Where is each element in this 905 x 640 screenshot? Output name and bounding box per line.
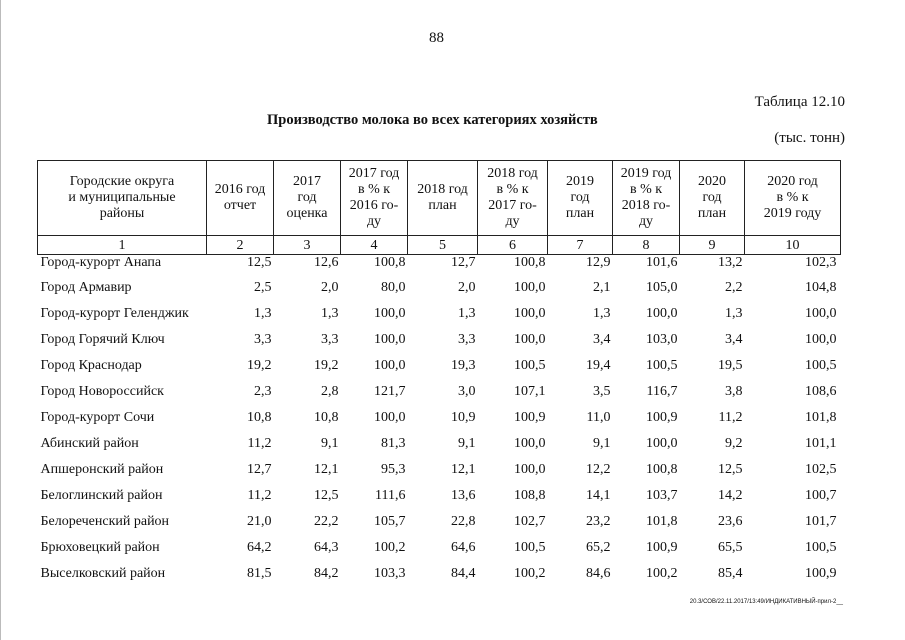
value-cell: 12,7: [247, 462, 272, 477]
value-cell: 12,1: [314, 462, 339, 477]
value-cell: 103,0: [646, 332, 678, 347]
value-cell: 9,1: [321, 436, 339, 451]
value-cell: 12,6: [314, 255, 339, 270]
page-left-edge: [0, 0, 1, 640]
value-cell: 14,1: [586, 488, 611, 503]
document-title: Производство молока во всех категориях хозяйств: [267, 112, 598, 128]
table-row: [38, 483, 841, 509]
value-cell: 65,2: [586, 540, 611, 555]
value-cell: 19,4: [586, 358, 611, 373]
value-cell: 3,4: [593, 332, 611, 347]
value-cell: 100,5: [514, 358, 546, 373]
value-cell: 100,9: [646, 540, 678, 555]
value-cell: 121,7: [374, 384, 406, 399]
district-name: Город Горячий Ключ: [40, 332, 165, 347]
header-cell: 2018 год план: [408, 161, 478, 236]
district-name: Город Краснодар: [40, 358, 142, 373]
value-cell: 100,0: [514, 280, 546, 295]
value-cell: 81,3: [381, 436, 406, 451]
table-row: [38, 431, 841, 457]
value-cell: 100,0: [374, 358, 406, 373]
table-row: [38, 301, 841, 327]
value-cell: 11,2: [247, 488, 272, 503]
district-name: Город-курорт Анапа: [40, 255, 162, 270]
value-cell: 100,0: [805, 306, 837, 321]
value-cell: 12,2: [586, 462, 611, 477]
value-cell: 100,5: [805, 540, 837, 555]
column-number: 3: [274, 236, 341, 255]
header-cell: 2016 год отчет: [207, 161, 274, 236]
value-cell: 104,8: [805, 280, 837, 295]
value-cell: 84,6: [586, 566, 611, 581]
units-label: (тыс. тонн): [774, 130, 845, 146]
header-cell: 2018 год в % к 2017 го- ду: [478, 161, 548, 236]
table-row: [38, 255, 841, 276]
value-cell: 19,2: [247, 358, 272, 373]
value-cell: 103,7: [646, 488, 678, 503]
value-cell: 19,3: [451, 358, 476, 373]
table-row: [38, 561, 841, 587]
value-cell: 102,7: [514, 514, 546, 529]
document-footer-code: 20.3/СОВ/22.11.2017/13:49/ИНДИКАТИВНЫЙ-прил-2__: [689, 599, 843, 605]
column-number-row: [38, 236, 841, 255]
value-cell: 12,5: [314, 488, 339, 503]
table-row: [38, 405, 841, 431]
value-cell: 22,2: [314, 514, 339, 529]
value-cell: 13,6: [451, 488, 476, 503]
value-cell: 116,7: [646, 384, 678, 399]
value-cell: 100,5: [514, 540, 546, 555]
value-cell: 3,4: [725, 332, 743, 347]
value-cell: 100,8: [646, 462, 678, 477]
value-cell: 2,8: [321, 384, 339, 399]
value-cell: 10,9: [451, 410, 476, 425]
district-name: Белоглинский район: [40, 488, 163, 503]
value-cell: 101,8: [805, 410, 837, 425]
value-cell: 22,8: [451, 514, 476, 529]
district-name: Белореченский район: [40, 514, 170, 529]
milk-production-table: [37, 160, 841, 587]
value-cell: 3,3: [321, 332, 339, 347]
value-cell: 101,8: [646, 514, 678, 529]
value-cell: 12,1: [451, 462, 476, 477]
column-number: 7: [548, 236, 613, 255]
table-row: [38, 535, 841, 561]
table-label: Таблица 12.10: [754, 94, 845, 110]
district-name: Город-курорт Сочи: [40, 410, 155, 425]
value-cell: 1,3: [593, 306, 611, 321]
column-number: 5: [408, 236, 478, 255]
value-cell: 108,8: [514, 488, 546, 503]
table-row: [38, 353, 841, 379]
district-name: Город-курорт Геленджик: [40, 306, 189, 321]
value-cell: 103,3: [374, 566, 406, 581]
value-cell: 2,0: [321, 280, 339, 295]
value-cell: 81,5: [247, 566, 272, 581]
value-cell: 100,0: [805, 332, 837, 347]
column-number: 1: [38, 236, 207, 255]
value-cell: 64,2: [247, 540, 272, 555]
value-cell: 65,5: [718, 540, 743, 555]
value-cell: 100,8: [374, 255, 406, 270]
header-cell: 2017 год оценка: [274, 161, 341, 236]
value-cell: 105,0: [646, 280, 678, 295]
value-cell: 100,5: [646, 358, 678, 373]
column-number: 9: [680, 236, 745, 255]
district-name: Город Новороссийск: [40, 384, 164, 399]
value-cell: 21,0: [247, 514, 272, 529]
column-number: 2: [207, 236, 274, 255]
value-cell: 2,5: [254, 280, 272, 295]
value-cell: 111,6: [375, 488, 406, 503]
value-cell: 3,3: [458, 332, 476, 347]
value-cell: 100,8: [514, 255, 546, 270]
value-cell: 100,0: [646, 436, 678, 451]
value-cell: 108,6: [805, 384, 837, 399]
value-cell: 12,5: [718, 462, 743, 477]
value-cell: 100,0: [514, 436, 546, 451]
value-cell: 9,1: [458, 436, 476, 451]
district-name: Брюховецкий район: [40, 540, 160, 555]
value-cell: 102,3: [805, 255, 837, 270]
value-cell: 107,1: [514, 384, 546, 399]
table-row: [38, 379, 841, 405]
value-cell: 105,7: [374, 514, 406, 529]
value-cell: 102,5: [805, 462, 837, 477]
value-cell: 101,1: [805, 436, 837, 451]
header-cell: 2020 год в % к 2019 году: [745, 161, 841, 236]
value-cell: 100,9: [646, 410, 678, 425]
value-cell: 9,2: [725, 436, 743, 451]
value-cell: 12,9: [586, 255, 611, 270]
value-cell: 100,0: [514, 462, 546, 477]
value-cell: 84,2: [314, 566, 339, 581]
value-cell: 1,3: [725, 306, 743, 321]
value-cell: 10,8: [247, 410, 272, 425]
value-cell: 12,7: [451, 255, 476, 270]
value-cell: 2,0: [458, 280, 476, 295]
value-cell: 3,5: [593, 384, 611, 399]
header-cell: 2017 год в % к 2016 го- ду: [341, 161, 408, 236]
value-cell: 85,4: [718, 566, 743, 581]
value-cell: 11,0: [586, 410, 611, 425]
value-cell: 100,0: [514, 306, 546, 321]
value-cell: 100,0: [514, 332, 546, 347]
value-cell: 14,2: [718, 488, 743, 503]
value-cell: 3,0: [458, 384, 476, 399]
value-cell: 100,0: [374, 306, 406, 321]
district-name: Абинский район: [40, 436, 139, 451]
value-cell: 100,0: [374, 410, 406, 425]
value-cell: 13,2: [718, 255, 743, 270]
column-number: 4: [341, 236, 408, 255]
header-cell: 2020 год план: [680, 161, 745, 236]
value-cell: 101,7: [805, 514, 837, 529]
value-cell: 9,1: [593, 436, 611, 451]
value-cell: 19,2: [314, 358, 339, 373]
header-cell: Городские округа и муниципальные районы: [38, 161, 207, 236]
value-cell: 2,3: [254, 384, 272, 399]
district-name: Выселковский район: [40, 566, 166, 581]
value-cell: 100,2: [374, 540, 406, 555]
value-cell: 1,3: [458, 306, 476, 321]
value-cell: 2,1: [593, 280, 611, 295]
table-header-row: [38, 161, 841, 236]
table-row: [38, 275, 841, 301]
value-cell: 100,2: [646, 566, 678, 581]
value-cell: 101,6: [646, 255, 678, 270]
value-cell: 80,0: [381, 280, 406, 295]
value-cell: 12,5: [247, 255, 272, 270]
value-cell: 1,3: [321, 306, 339, 321]
value-cell: 3,3: [254, 332, 272, 347]
column-number: 6: [478, 236, 548, 255]
district-name: Апшеронский район: [40, 462, 164, 477]
value-cell: 1,3: [254, 306, 272, 321]
value-cell: 100,9: [805, 566, 837, 581]
value-cell: 100,7: [805, 488, 837, 503]
table-row: [38, 457, 841, 483]
value-cell: 2,2: [725, 280, 743, 295]
value-cell: 100,5: [805, 358, 837, 373]
header-cell: 2019 год в % к 2018 го- ду: [613, 161, 680, 236]
page-number: 88: [429, 30, 444, 46]
value-cell: 100,9: [514, 410, 546, 425]
value-cell: 19,5: [718, 358, 743, 373]
district-name: Город Армавир: [40, 280, 132, 295]
value-cell: 23,6: [718, 514, 743, 529]
value-cell: 11,2: [718, 410, 743, 425]
header-cell: 2019 год план: [548, 161, 613, 236]
value-cell: 95,3: [381, 462, 406, 477]
value-cell: 64,6: [451, 540, 476, 555]
table-row: [38, 327, 841, 353]
value-cell: 10,8: [314, 410, 339, 425]
value-cell: 11,2: [247, 436, 272, 451]
value-cell: 3,8: [725, 384, 743, 399]
value-cell: 23,2: [586, 514, 611, 529]
value-cell: 100,0: [646, 306, 678, 321]
value-cell: 100,2: [514, 566, 546, 581]
value-cell: 64,3: [314, 540, 339, 555]
value-cell: 84,4: [451, 566, 476, 581]
table-row: [38, 509, 841, 535]
column-number: 8: [613, 236, 680, 255]
value-cell: 100,0: [374, 332, 406, 347]
column-number: 10: [745, 236, 841, 255]
